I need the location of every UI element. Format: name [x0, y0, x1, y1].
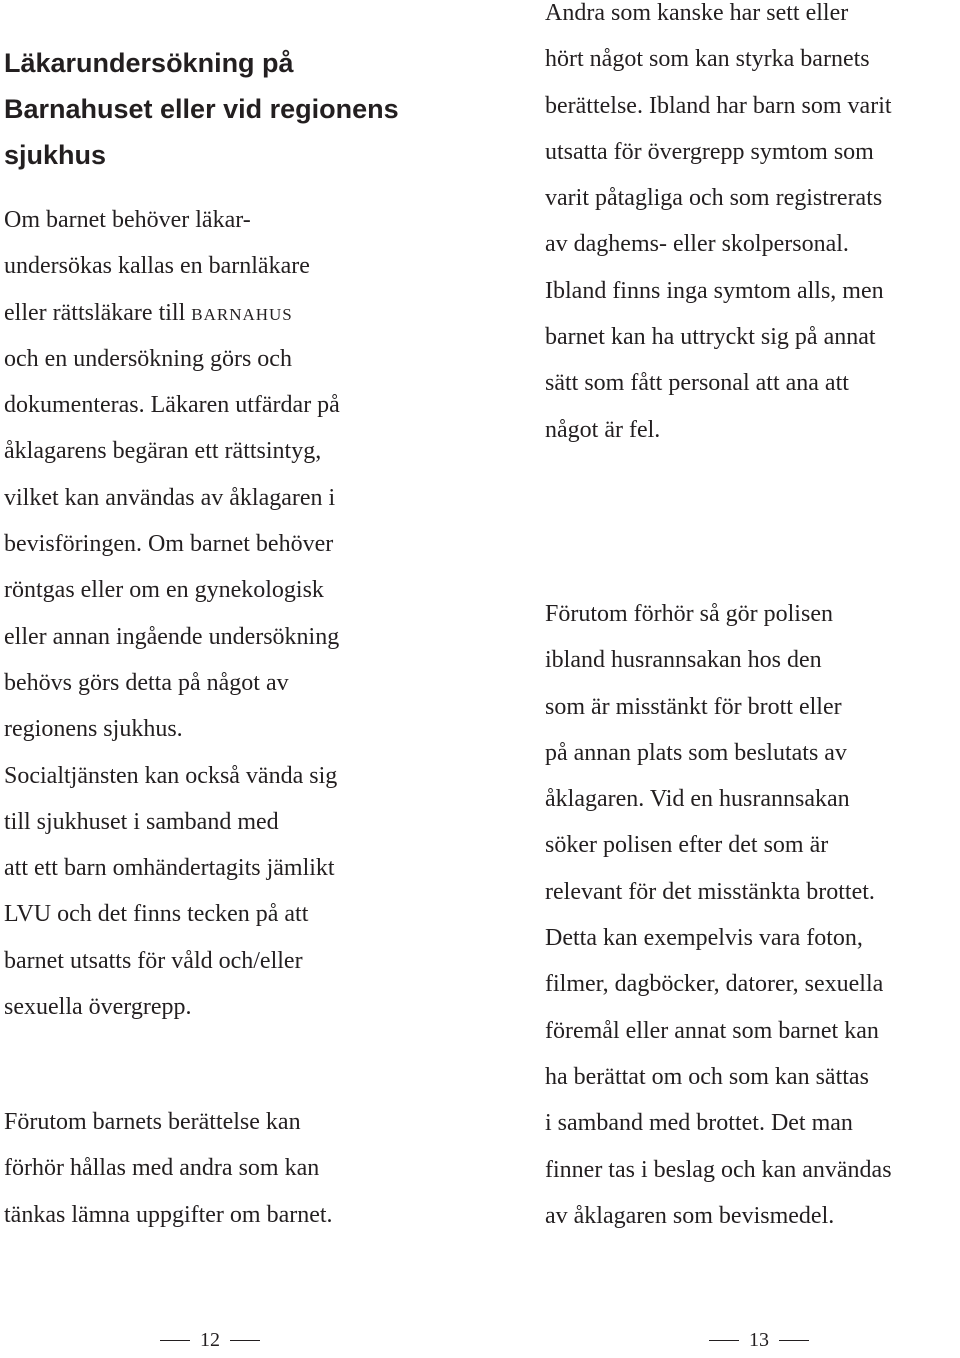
- page-number-left: [110, 1322, 310, 1358]
- text-line: som är misstänkt för brott eller: [545, 693, 842, 720]
- folio-dash: [160, 1340, 190, 1341]
- text-line: att ett barn omhändertagits jämlikt: [4, 855, 335, 882]
- heading-line: Barnahuset eller vid regionens: [4, 94, 399, 124]
- page-number: 12: [200, 1329, 220, 1351]
- heading-line: Läkarundersökning på: [4, 48, 294, 78]
- text-line: Förutom barnets berättelse kan: [4, 1109, 301, 1135]
- paragraph-search: [545, 591, 892, 1239]
- text-line: eller annan ingående undersökning: [4, 623, 340, 650]
- text-line: söker polisen efter det som är: [545, 832, 829, 859]
- text-line: något är fel.: [545, 416, 661, 443]
- text-line: och en undersökning görs och: [4, 345, 292, 372]
- text-line: bevisföringen. Om barnet behöver: [4, 531, 334, 558]
- text-line: av daghems- eller skolpersonal.: [545, 231, 849, 258]
- text-line: [4, 290, 340, 336]
- text-line: dokumenteras. Läkaren utfärdar på: [4, 392, 340, 419]
- text-line: förhör hållas med andra som kan: [4, 1155, 320, 1182]
- text-line: berättelse. Ibland har barn som varit: [545, 92, 892, 119]
- text-line: Socialtjänsten kan också vända sig: [4, 762, 338, 789]
- text-line: av åklagaren som bevismedel.: [545, 1202, 835, 1229]
- text-line: relevant för det misstänkta brottet.: [545, 878, 875, 905]
- text-line: sätt som fått personal att ana att: [545, 370, 849, 397]
- text-line: ibland husrannsakan hos den: [545, 647, 822, 674]
- paragraph-symptoms: [545, 0, 892, 453]
- heading-line: sjukhus: [4, 140, 107, 170]
- text-line: på annan plats som beslutats av: [545, 739, 847, 766]
- text-line: röntgas eller om en gynekologisk: [4, 577, 324, 604]
- barnahus-small-caps: barnahus: [191, 299, 293, 326]
- section-heading: [4, 40, 399, 178]
- text-line: barnet kan ha uttryckt sig på annat: [545, 324, 876, 351]
- text-line: regionens sjukhus.: [4, 716, 183, 743]
- text-line: tänkas lämna uppgifter om barnet.: [4, 1201, 333, 1228]
- text-line: Ibland finns inga symtom alls, men: [545, 277, 884, 304]
- text-line: utsatta för övergrepp symtom som: [545, 138, 874, 165]
- text-line: åklagarens begäran ett rättsintyg,: [4, 438, 322, 465]
- text-line: Detta kan exempelvis vara foton,: [545, 925, 863, 952]
- text-line: undersökas kallas en barnläkare: [4, 253, 310, 280]
- text-line: sexuella övergrepp.: [4, 994, 192, 1021]
- text-line: föremål eller annat som barnet kan: [545, 1017, 879, 1044]
- text-line: Förutom förhör så gör polisen: [545, 601, 833, 627]
- text-segment: eller rättsläkare till: [4, 299, 192, 326]
- text-line: i samband med brottet. Det man: [545, 1110, 853, 1137]
- text-line: Andra som kanske har sett eller: [545, 0, 849, 26]
- text-line: barnet utsatts för våld och/eller: [4, 947, 303, 974]
- text-line: Om barnet behöver läkar-: [4, 207, 251, 233]
- paragraph-medical-exam: [4, 197, 340, 1030]
- page-number-right: [659, 1322, 859, 1358]
- text-line: filmer, dagböcker, datorer, sexuella: [545, 971, 884, 998]
- text-line: finner tas i beslag och kan användas: [545, 1156, 892, 1183]
- text-line: vilket kan användas av åklagaren i: [4, 484, 336, 511]
- folio-dash: [779, 1340, 809, 1341]
- page-number: 13: [749, 1329, 769, 1351]
- text-line: hört något som kan styrka barnets: [545, 46, 870, 73]
- folio-dash: [230, 1340, 260, 1341]
- text-line: varit påtagliga och som registrerats: [545, 185, 883, 212]
- paragraph-interviews: [4, 1099, 333, 1238]
- text-line: behövs görs detta på något av: [4, 669, 289, 696]
- text-line: LVU och det finns tecken på att: [4, 901, 309, 928]
- text-line: åklagaren. Vid en husrannsakan: [545, 786, 850, 813]
- folio-dash: [709, 1340, 739, 1341]
- text-line: till sjukhuset i samband med: [4, 808, 279, 835]
- text-line: ha berättat om och som kan sättas: [545, 1063, 869, 1090]
